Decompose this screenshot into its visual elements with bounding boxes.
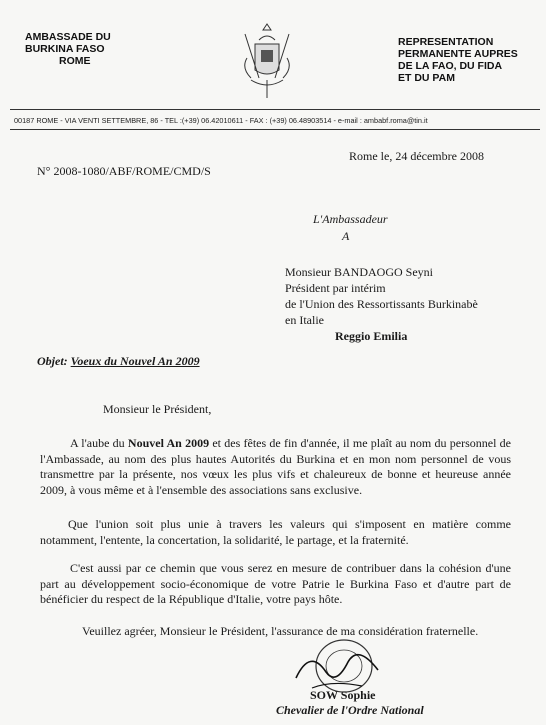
body-paragraph bbox=[40, 436, 511, 498]
recipient-block bbox=[285, 264, 478, 344]
subject-label: Objet: bbox=[37, 354, 68, 368]
recipient-role: Président par intérim bbox=[285, 281, 386, 295]
letter-date: Rome le, 24 décembre 2008 bbox=[349, 149, 484, 163]
recipient-country: en Italie bbox=[285, 313, 324, 327]
sender-line: BURKINA FASO bbox=[25, 43, 105, 55]
paragraph-text: A l'aube du bbox=[70, 436, 128, 450]
salutation: Monsieur le Président, bbox=[103, 402, 212, 416]
institution-line: DE LA FAO, DU FIDA bbox=[398, 60, 503, 72]
body-paragraph: C'est aussi par ce chemin que vous serez en mesure de contribuer dans la cohésion d'une part au développement socio-économique de votre Patrie le Burkina Faso et d'autre part de bénéficier du respect de la République d'Italie, votre pays hôte. bbox=[40, 561, 511, 607]
closing-paragraph: Veuillez agréer, Monsieur le Président, l'assurance de ma considération fraternelle. bbox=[82, 624, 479, 638]
address-line: 00187 ROME - VIA VENTI SETTEMBRE, 86 - TEL :(+39) 06.42010611 - FAX : (+39) 06.48903514 - e-mail : ambabf.roma@tin.it bbox=[14, 116, 428, 125]
coat-of-arms-icon bbox=[237, 18, 297, 102]
sender-header bbox=[25, 31, 111, 67]
sender-role: L'Ambassadeur bbox=[313, 212, 388, 226]
paragraph-text: et des fêtes de fin d'année, il me plaît au nom du personnel de l'Ambassade, au nom des plus hautes Autorités du Burkina et en mon nom personnel de vous transmettre par la présente, nos vœux les plus vifs et chaleureux de bonne et heureuse année 2009, à vous même et à l'ensemble des associations sans exclusive. bbox=[40, 436, 511, 497]
signature-block bbox=[276, 688, 424, 718]
recipient-name: Monsieur BANDAOGO Seyni bbox=[285, 265, 433, 279]
reference-number: N° 2008-1080/ABF/ROME/CMD/S bbox=[37, 164, 211, 178]
signer-name: SOW Sophie bbox=[310, 688, 376, 702]
institution-line: PERMANENTE AUPRES bbox=[398, 48, 518, 60]
to-marker: A bbox=[342, 229, 350, 243]
recipient-city: Reggio Emilia bbox=[335, 329, 408, 343]
recipient-organization: de l'Union des Ressortissants Burkinabè bbox=[285, 297, 478, 311]
recipient-institution-header bbox=[398, 36, 518, 84]
institution-line: REPRESENTATION bbox=[398, 36, 494, 48]
header-rule-bottom bbox=[10, 129, 540, 130]
institution-line: ET DU PAM bbox=[398, 72, 455, 84]
new-year-emphasis: Nouvel An 2009 bbox=[127, 436, 210, 450]
header-rule-top bbox=[10, 109, 540, 110]
sender-line: AMBASSADE DU bbox=[25, 31, 111, 43]
body-paragraph: Que l'union soit plus unie à travers les valeurs qui s'imposent en matière comme notamment, l'entente, la concertation, la solidarité, le partage, et la fraternité. bbox=[40, 517, 511, 547]
subject-text: Voeux du Nouvel An 2009 bbox=[70, 354, 200, 368]
sender-line: ROME bbox=[59, 55, 91, 67]
signer-title: Chevalier de l'Ordre National bbox=[276, 703, 424, 717]
subject-line bbox=[37, 354, 200, 369]
